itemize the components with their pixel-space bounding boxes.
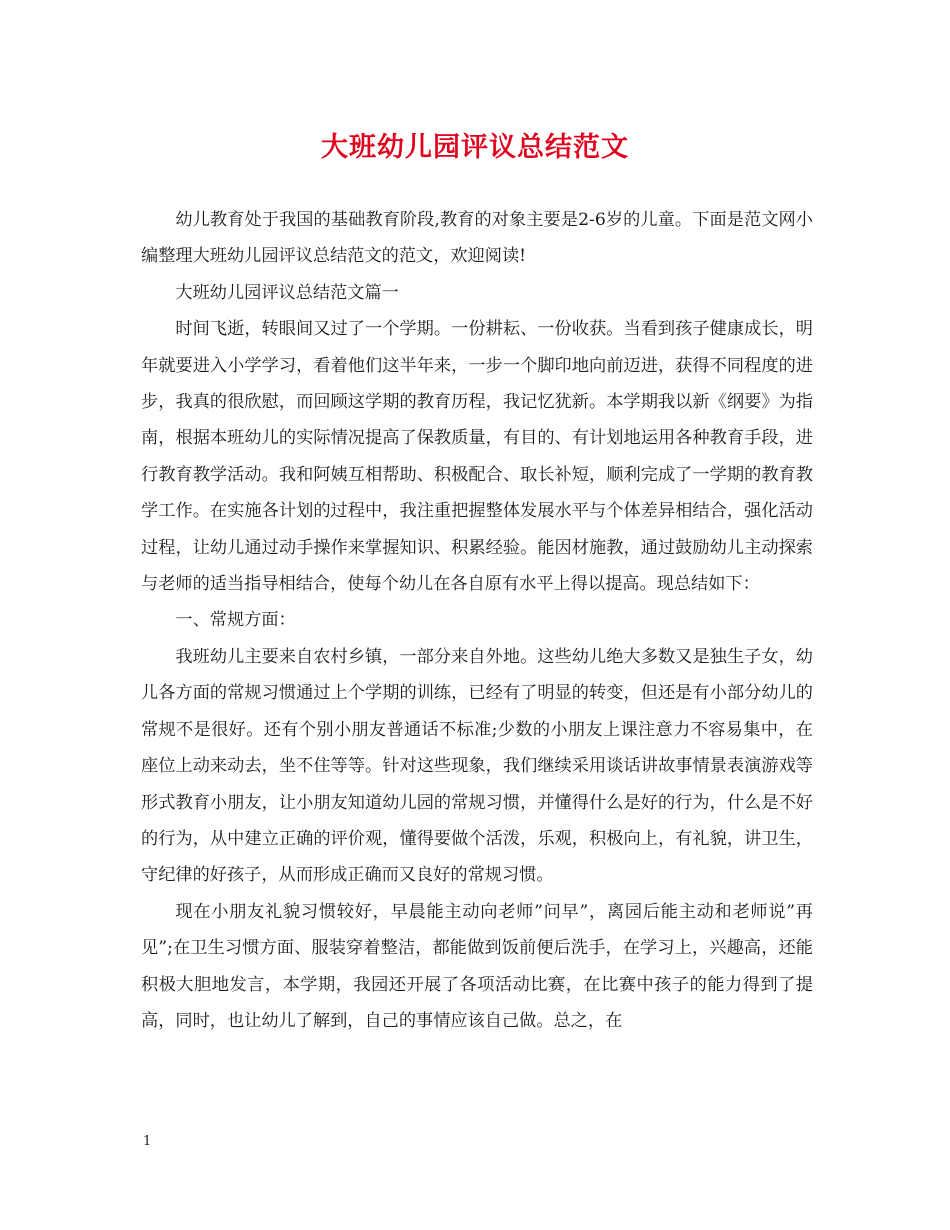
routine-paragraph: 我班幼儿主要来自农村乡镇，一部分来自外地。这些幼儿绝大多数又是独生子女，幼儿各方面的常规习惯通过上个学期的训练，已经有了明显的转变，但还是有小部分幼儿的常规不是很好。还有个别小朋友普通话不标准;少数的小朋友上课注意力不容易集中，在座位上动来动去，坐不住等等。针对这些现象，我们继续采用谈话讲故事情景表演游戏等形式教育小朋友，让小朋友知道幼儿园的常规习惯，并懂得什么是好的行为，什么是不好的行为，从中建立正确的评价观，懂得要做个活泼，乐观，积极向上，有礼貌，讲卫生，守纪律的好孩子，从而形成正确而又良好的常规习惯。: [141, 646, 813, 886]
intro-paragraph: 幼儿教育处于我国的基础教育阶段,教育的对象主要是2-6岁的儿童。下面是范文网小编整理大班幼儿园评议总结范文的范文，欢迎阅读!: [141, 210, 813, 267]
page-number: 1: [143, 1134, 152, 1149]
manners-paragraph: 现在小朋友礼貌习惯较好，早晨能主动向老师”问早”，离园后能主动和老师说”再见”;在卫生习惯方面、服装穿着整洁，都能做到饭前便后洗手，在学习上，兴趣高，还能积极大胆地发言，本学期，我园还开展了各项活动比赛，在比赛中孩子的能力得到了提高，同时，也让幼儿了解到，自己的事情应该自己做。总之，在: [141, 901, 813, 1031]
section-heading-part-one: 大班幼儿园评议总结范文篇一: [175, 282, 399, 303]
document-body: [141, 202, 813, 1039]
section-heading-routine: 一、常规方面：: [175, 610, 296, 631]
document-title: 大班幼儿园评议总结范文: [321, 132, 629, 163]
summary-paragraph: 时间飞逝，转眼间又过了一个学期。一份耕耘、一份收获。当看到孩子健康成长，明年就要进入小学学习，看着他们这半年来，一步一个脚印地向前迈进，获得不同程度的进步，我真的很欣慰，而回顾这学期的教育历程，我记忆犹新。本学期我以新《纲要》为指南，根据本班幼儿的实际情况提高了保教质量，有目的、有计划地运用各种教育手段，进行教育教学活动。我和阿姨互相帮助、积极配合、取长补短，顺利完成了一学期的教育教学工作。在实施各计划的过程中，我注重把握整体发展水平与个体差异相结合，强化活动过程，让幼儿通过动手操作来掌握知识、积累经验。能因材施教，通过鼓励幼儿主动探索与老师的适当指导相结合，使每个幼儿在各自原有水平上得以提高。现总结如下：: [141, 319, 813, 595]
